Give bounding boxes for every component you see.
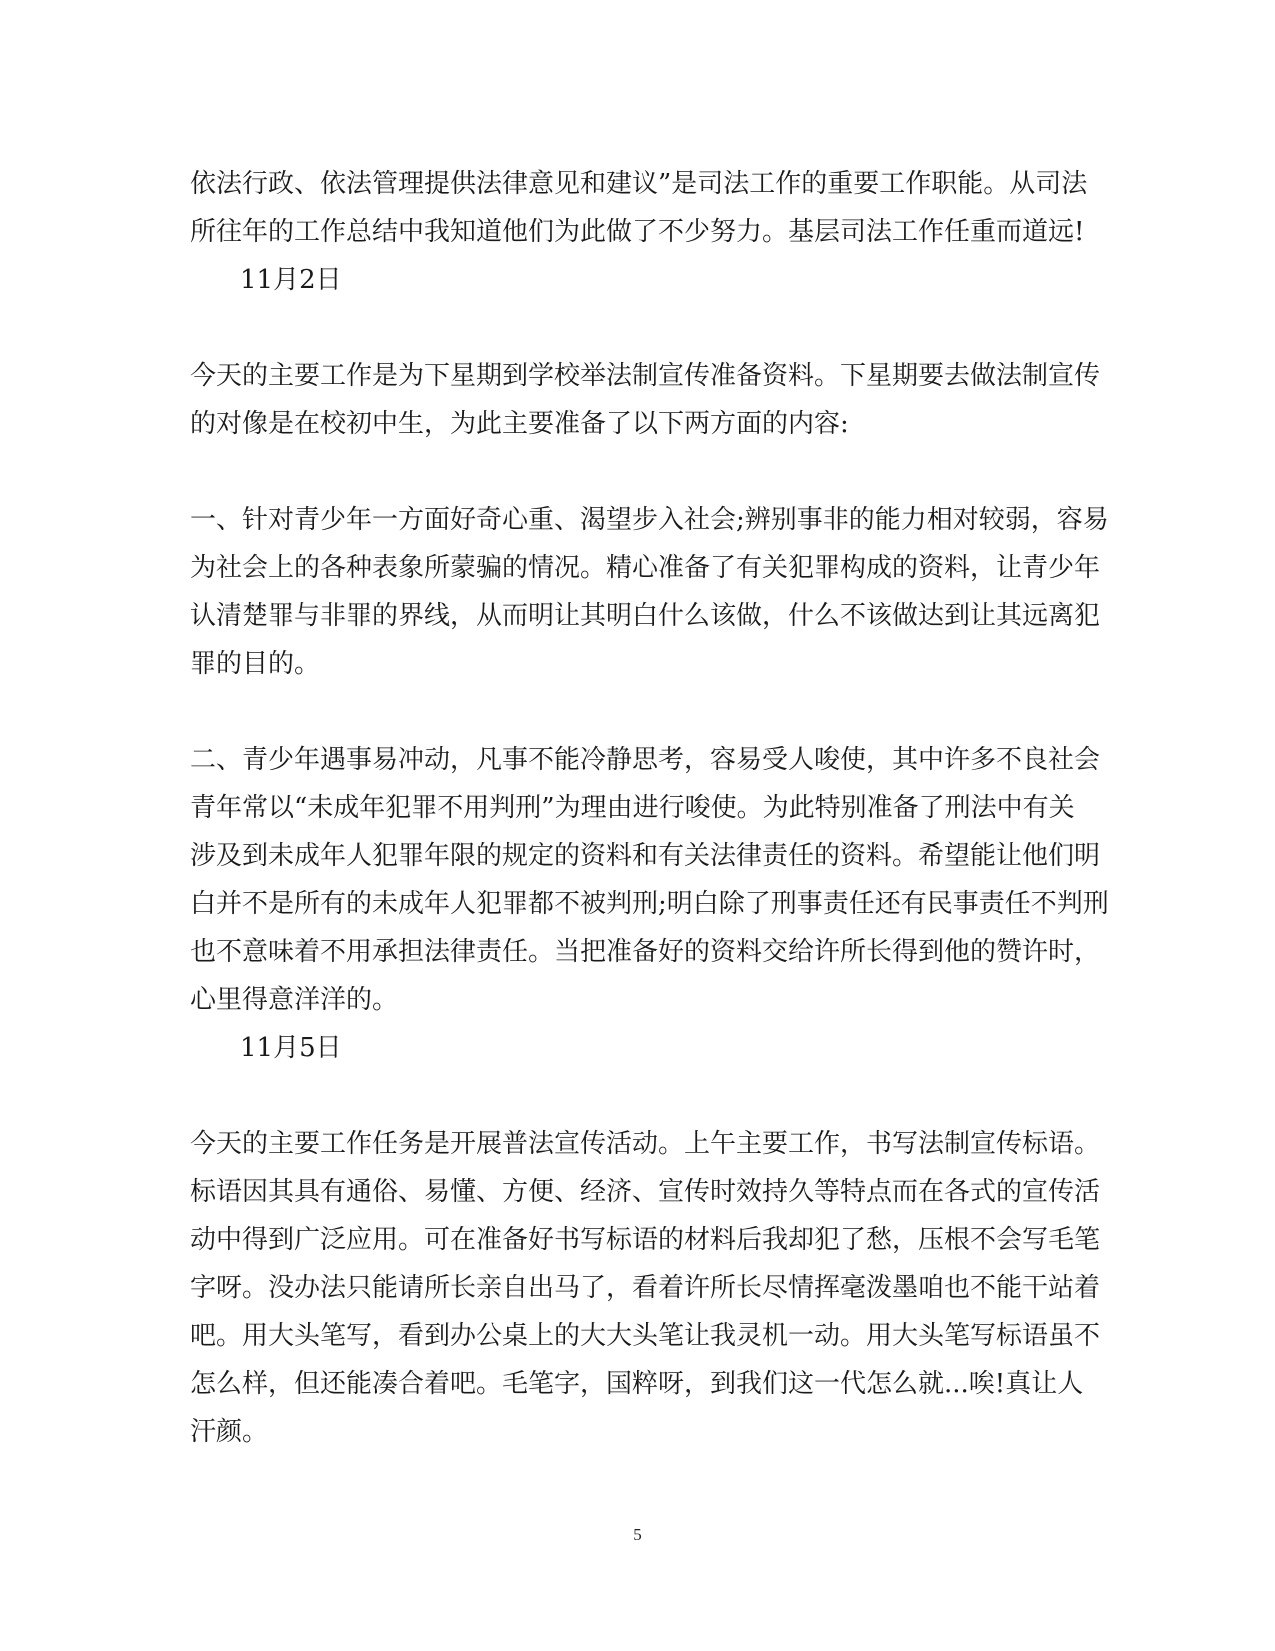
date-heading: 11月2日 xyxy=(240,265,342,295)
paragraph-gap xyxy=(190,448,1090,496)
text-line: 也不意味着不用承担法律责任。当把准备好的资料交给许所长得到他的赞许时， xyxy=(190,937,1101,967)
paragraph xyxy=(190,160,1090,256)
date-heading: 11月5日 xyxy=(240,1033,342,1063)
text-line: 动中得到广泛应用。可在准备好书写标语的材料后我却犯了愁，压根不会写毛笔 xyxy=(190,1225,1101,1255)
paragraph xyxy=(190,1120,1101,1456)
paragraph xyxy=(190,496,1109,688)
text-line: 标语因其具有通俗、易懂、方便、经济、宣传时效持久等特点而在各式的宣传活 xyxy=(190,1177,1101,1207)
text-line: 字呀。没办法只能请所长亲自出马了，看着许所长尽情挥毫泼墨咱也不能干站着 xyxy=(190,1273,1101,1303)
paragraph xyxy=(190,736,1109,1024)
text-line: 二、青少年遇事易冲动，凡事不能冷静思考，容易受人唆使，其中许多不良社会 xyxy=(190,745,1101,775)
paragraph-gap xyxy=(190,1072,1090,1120)
text-line: 汗颜。 xyxy=(190,1417,269,1447)
text-line: 为社会上的各种表象所蒙骗的情况。精心准备了有关犯罪构成的资料，让青少年 xyxy=(190,553,1101,583)
paragraph xyxy=(190,352,1101,448)
text-line: 今天的主要工作是为下星期到学校举法制宣传准备资料。下星期要去做法制宣传 xyxy=(190,361,1101,391)
paragraph-gap xyxy=(190,688,1090,736)
text-line: 怎么样，但还能凑合着吧。毛笔字，国粹呀，到我们这一代怎么就...唉!真让人 xyxy=(190,1369,1084,1399)
text-line: 白并不是所有的未成年人犯罪都不被判刑;明白除了刑事责任还有民事责任不判刑 xyxy=(190,889,1109,919)
text-line: 依法行政、依法管理提供法律意见和建议”是司法工作的重要工作职能。从司法 xyxy=(190,169,1088,199)
text-line: 一、针对青少年一方面好奇心重、渴望步入社会;辨别事非的能力相对较弱，容易 xyxy=(190,505,1109,535)
text-line: 的对像是在校初中生，为此主要准备了以下两方面的内容: xyxy=(190,409,849,439)
paragraph-gap xyxy=(190,304,1090,352)
text-line: 心里得意洋洋的。 xyxy=(190,985,399,1015)
page-number: 5 xyxy=(633,1525,642,1544)
document-body xyxy=(190,160,1109,1456)
text-line: 吧。用大头笔写，看到办公桌上的大大头笔让我灵机一动。用大头笔写标语虽不 xyxy=(190,1321,1101,1351)
text-line: 青年常以“未成年犯罪不用判刑”为理由进行唆使。为此特别准备了刑法中有关 xyxy=(190,793,1075,823)
text-line: 认清楚罪与非罪的界线，从而明让其明白什么该做，什么不该做达到让其远离犯 xyxy=(190,601,1101,631)
text-line: 今天的主要工作任务是开展普法宣传活动。上午主要工作，书写法制宣传标语。 xyxy=(190,1129,1101,1159)
text-line: 涉及到未成年人犯罪年限的规定的资料和有关法律责任的资料。希望能让他们明 xyxy=(190,841,1101,871)
text-line: 所往年的工作总结中我知道他们为此做了不少努力。基层司法工作任重而道远! xyxy=(190,217,1085,247)
text-line: 罪的目的。 xyxy=(190,649,321,679)
